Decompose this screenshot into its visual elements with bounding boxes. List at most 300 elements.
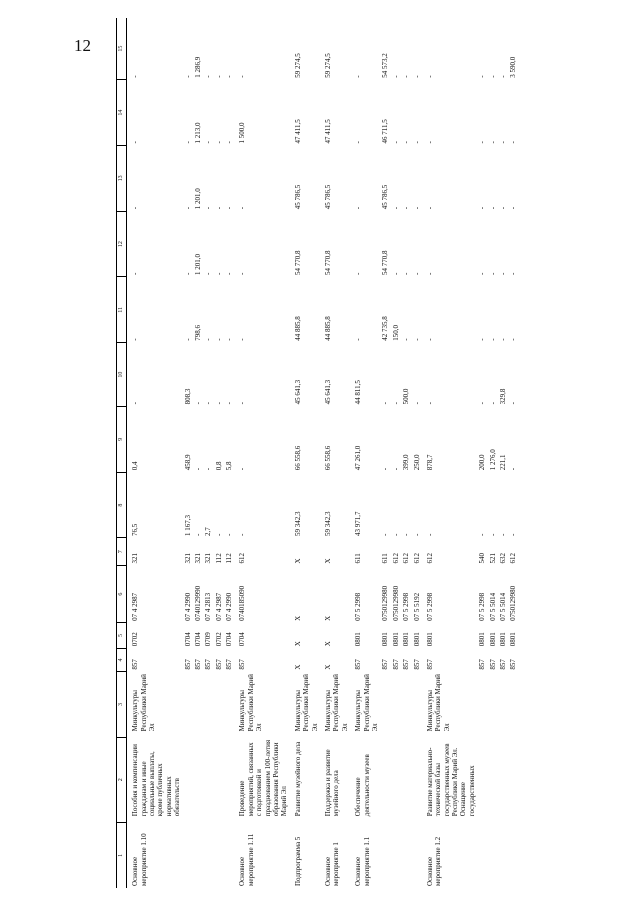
- value-cell: X: [324, 664, 332, 670]
- budget-table: [116, 18, 519, 888]
- value-cell: 1 276,0: [488, 449, 497, 471]
- value-cell: -: [214, 141, 223, 144]
- value-cell: 07 5 5014: [488, 592, 497, 621]
- value-cell: 07 5 2998: [425, 592, 434, 621]
- value-cell: -: [391, 75, 400, 78]
- table-row: [193, 18, 203, 888]
- value-cell: 1 500,0: [238, 122, 247, 144]
- text-cell: [203, 672, 213, 738]
- value-cell: -: [509, 206, 518, 210]
- value-cell: 54 770,8: [324, 250, 332, 275]
- text-cell: [412, 737, 422, 822]
- value-cell: -: [354, 272, 363, 275]
- value-cell: -: [478, 402, 487, 405]
- value-cell: -: [214, 206, 223, 210]
- text-cell: [412, 822, 422, 888]
- value-cell: 857: [391, 659, 400, 670]
- value-cell: 07 5 2998: [402, 592, 411, 621]
- value-cell: -: [478, 206, 487, 210]
- value-cell: 44 885,8: [293, 316, 302, 341]
- value-cell: 45 641,3: [324, 379, 332, 405]
- value-cell: 1 201,0: [193, 254, 202, 275]
- value-cell: -: [391, 533, 400, 536]
- value-cell: X: [293, 641, 302, 647]
- table-row: [290, 18, 320, 888]
- table-row: [391, 18, 401, 888]
- value-cell: 42 735,8: [381, 316, 390, 341]
- text-cell: [498, 822, 508, 888]
- value-cell: -: [425, 206, 434, 210]
- value-cell: 857: [402, 659, 411, 670]
- value-cell: 07 5 2998: [478, 592, 487, 621]
- value-cell: -: [412, 141, 421, 144]
- value-cell: -: [225, 141, 234, 144]
- value-cell: 857: [381, 659, 390, 670]
- text-cell: [391, 822, 401, 888]
- value-cell: -: [131, 338, 140, 341]
- text-cell: [508, 822, 518, 888]
- value-cell: 0740129990: [193, 585, 202, 621]
- value-cell: 2,7: [204, 527, 213, 536]
- value-cell: -: [509, 402, 518, 405]
- value-cell: 76,5: [131, 523, 140, 536]
- value-cell: 1 167,3: [183, 514, 192, 536]
- text-cell: [203, 822, 213, 888]
- value-cell: 612: [412, 553, 421, 564]
- value-cell: -: [214, 402, 223, 405]
- value-cell: -: [425, 272, 434, 275]
- value-cell: 0801: [391, 632, 400, 647]
- value-cell: 07 5 5014: [499, 592, 508, 621]
- value-cell: X: [324, 641, 332, 647]
- text-cell: [203, 737, 213, 822]
- table-row: [401, 18, 411, 888]
- value-cell: 632: [499, 553, 508, 564]
- value-cell: 0801: [381, 632, 390, 647]
- value-cell: -: [354, 338, 363, 341]
- value-cell: -: [488, 206, 497, 210]
- value-cell: 0702: [214, 632, 223, 647]
- value-cell: 0709: [204, 632, 213, 647]
- value-cell: 0801: [509, 632, 518, 647]
- value-cell: -: [488, 338, 497, 341]
- table-row: [477, 18, 487, 888]
- text-cell: [380, 737, 390, 822]
- value-cell: -: [412, 272, 421, 275]
- table-row: [214, 18, 224, 888]
- value-cell: 150,0: [391, 325, 400, 341]
- value-cell: -: [499, 533, 508, 536]
- value-cell: 612: [425, 553, 434, 564]
- value-cell: 07 5 5192: [412, 592, 421, 621]
- value-cell: 857: [225, 659, 234, 670]
- value-cell: 07 5 2998: [354, 592, 363, 621]
- text-cell: [193, 672, 203, 738]
- value-cell: 46 711,5: [381, 119, 390, 144]
- value-cell: -: [131, 402, 140, 405]
- value-cell: 59 274,5: [324, 53, 332, 78]
- value-cell: 321: [131, 553, 140, 564]
- value-cell: -: [488, 272, 497, 275]
- page-number: 12: [74, 36, 91, 55]
- value-cell: -: [488, 533, 497, 536]
- value-cell: X: [293, 615, 302, 621]
- value-cell: -: [402, 75, 411, 78]
- column-number-cell: 10: [117, 343, 127, 407]
- value-cell: 857: [488, 659, 497, 670]
- value-cell: -: [509, 272, 518, 275]
- value-cell: X: [324, 615, 332, 621]
- text-cell: [401, 822, 411, 888]
- value-cell: -: [193, 402, 202, 405]
- value-cell: 0801: [478, 632, 487, 647]
- value-cell: X: [293, 664, 302, 670]
- value-cell: -: [214, 272, 223, 275]
- value-cell: 0801: [499, 632, 508, 647]
- value-cell: 0750129980: [381, 585, 390, 621]
- text-cell: Поддержка и развитие музейного дела: [324, 749, 341, 817]
- text-cell: [508, 672, 518, 738]
- column-number-cell: 11: [117, 277, 127, 343]
- text-cell: [401, 737, 411, 822]
- value-cell: 45 786,5: [293, 184, 302, 210]
- text-cell: [224, 822, 234, 888]
- value-cell: 45 786,5: [324, 184, 332, 210]
- value-cell: 47 411,5: [324, 119, 332, 144]
- text-cell: Основное мероприятие 1.10: [131, 833, 148, 886]
- value-cell: -: [425, 338, 434, 341]
- value-cell: -: [225, 75, 234, 78]
- value-cell: 611: [381, 553, 390, 564]
- value-cell: 611: [354, 553, 363, 564]
- value-cell: -: [509, 533, 518, 536]
- column-number-cell: 1: [117, 822, 127, 888]
- text-cell: [380, 672, 390, 738]
- value-cell: -: [238, 272, 247, 275]
- text-cell: Минкультуры Республики Марий Эл: [238, 674, 264, 732]
- table-row: [508, 18, 518, 888]
- text-cell: [214, 737, 224, 822]
- text-cell: Подпрограмма 5: [293, 836, 302, 886]
- value-cell: 857: [183, 659, 192, 670]
- value-cell: 612: [238, 553, 247, 564]
- column-number-cell: 6: [117, 566, 127, 623]
- value-cell: -: [509, 141, 518, 144]
- value-cell: 0801: [354, 632, 363, 647]
- text-cell: [224, 737, 234, 822]
- value-cell: 45 641,3: [293, 379, 302, 405]
- text-cell: Минкультуры Республики Марий Эл: [354, 674, 379, 732]
- value-cell: 07 4 2990: [225, 592, 234, 621]
- value-cell: 59 274,5: [293, 53, 302, 78]
- value-cell: 43 971,7: [354, 511, 363, 536]
- text-cell: [401, 672, 411, 738]
- value-cell: -: [131, 75, 140, 78]
- value-cell: -: [412, 338, 421, 341]
- value-cell: -: [499, 206, 508, 210]
- value-cell: -: [225, 272, 234, 275]
- value-cell: 0801: [412, 632, 421, 647]
- value-cell: -: [238, 75, 247, 78]
- value-cell: -: [204, 206, 213, 210]
- value-cell: 112: [214, 553, 223, 564]
- text-cell: [488, 822, 498, 888]
- value-cell: 221,1: [499, 454, 508, 471]
- text-cell: [391, 737, 401, 822]
- value-cell: -: [354, 206, 363, 210]
- value-cell: 857: [214, 659, 223, 670]
- text-cell: Основное мероприятие 1.1: [354, 836, 371, 886]
- value-cell: -: [402, 338, 411, 341]
- column-number-cell: 8: [117, 472, 127, 538]
- text-cell: [193, 737, 203, 822]
- value-cell: 321: [204, 553, 213, 564]
- text-cell: Минкультуры Республики Марий Эл: [425, 674, 451, 732]
- text-cell: [477, 822, 487, 888]
- value-cell: 54 573,2: [381, 53, 390, 78]
- table-row: [234, 18, 289, 888]
- column-number-cell: 2: [117, 737, 127, 822]
- value-cell: -: [391, 141, 400, 144]
- value-cell: -: [425, 402, 434, 405]
- text-cell: Пособия и компенсации гражданам и иные социальные выплаты, кроме публичных нормативных обязательств: [131, 744, 182, 817]
- value-cell: -: [402, 533, 411, 536]
- table-row: [203, 18, 213, 888]
- value-cell: -: [131, 272, 140, 275]
- value-cell: -: [499, 272, 508, 275]
- value-cell: 321: [183, 553, 192, 564]
- value-cell: 321: [193, 553, 202, 564]
- value-cell: 857: [238, 659, 247, 670]
- value-cell: 1 213,0: [193, 122, 202, 144]
- column-number-cell: 15: [117, 18, 127, 80]
- value-cell: 0,4: [131, 461, 140, 471]
- value-cell: -: [412, 402, 421, 405]
- value-cell: -: [381, 533, 390, 536]
- value-cell: -: [131, 206, 140, 210]
- value-cell: -: [214, 75, 223, 78]
- value-cell: -: [238, 206, 247, 210]
- column-number-cell: 12: [117, 211, 127, 277]
- value-cell: -: [478, 141, 487, 144]
- value-cell: -: [204, 467, 213, 471]
- value-cell: -: [478, 272, 487, 275]
- value-cell: 200,0: [478, 454, 487, 471]
- value-cell: -: [381, 402, 390, 405]
- text-cell: [498, 672, 508, 738]
- table-row: [127, 18, 183, 888]
- value-cell: -: [425, 141, 434, 144]
- value-cell: -: [204, 402, 213, 405]
- value-cell: 45 786,5: [381, 184, 390, 210]
- value-cell: 07 4 2987: [131, 592, 140, 621]
- value-cell: -: [488, 141, 497, 144]
- value-cell: -: [225, 206, 234, 210]
- value-cell: -: [238, 467, 247, 471]
- column-number-header: [117, 18, 127, 888]
- value-cell: -: [391, 272, 400, 275]
- value-cell: -: [412, 206, 421, 210]
- value-cell: -: [183, 206, 192, 210]
- text-cell: [498, 737, 508, 822]
- text-cell: [508, 737, 518, 822]
- value-cell: -: [391, 206, 400, 210]
- text-cell: Проведение мероприятий, связанных с подготовкой и празднованием 100-летия образования Республики Марий Эл: [238, 739, 289, 817]
- value-cell: -: [478, 75, 487, 78]
- value-cell: 857: [354, 659, 363, 670]
- value-cell: 0740185090: [238, 585, 247, 621]
- value-cell: 59 342,3: [293, 511, 302, 536]
- table-row: [320, 18, 350, 888]
- text-cell: Минкультуры Республики Марий Эл: [293, 674, 319, 732]
- value-cell: 878,7: [425, 454, 434, 471]
- column-number-cell: 5: [117, 623, 127, 648]
- value-cell: 07 4 2813: [204, 592, 213, 621]
- value-cell: -: [509, 467, 518, 471]
- value-cell: X: [293, 558, 302, 564]
- value-cell: -: [509, 338, 518, 341]
- value-cell: -: [204, 338, 213, 341]
- value-cell: -: [354, 141, 363, 144]
- text-cell: Развитие музейного дела: [293, 741, 302, 817]
- value-cell: -: [488, 402, 497, 405]
- value-cell: -: [225, 402, 234, 405]
- text-cell: Обеспечение деятельности музеев: [354, 754, 371, 817]
- value-cell: 612: [391, 553, 400, 564]
- value-cell: 54 770,8: [293, 250, 302, 275]
- value-cell: -: [412, 75, 421, 78]
- text-cell: [224, 672, 234, 738]
- table-row: [422, 18, 477, 888]
- value-cell: 329,8: [499, 388, 508, 405]
- text-cell: [380, 822, 390, 888]
- column-number-cell: 4: [117, 648, 127, 671]
- text-cell: Основное мероприятие 1.11: [238, 833, 255, 886]
- value-cell: 0801: [402, 632, 411, 647]
- text-cell: [412, 672, 422, 738]
- value-cell: 47 261,0: [354, 445, 363, 471]
- column-number-cell: 7: [117, 538, 127, 566]
- value-cell: 5,8: [225, 461, 234, 471]
- value-cell: -: [499, 141, 508, 144]
- value-cell: -: [193, 533, 202, 536]
- value-cell: 399,0: [402, 454, 411, 471]
- value-cell: -: [354, 75, 363, 78]
- value-cell: 44 885,8: [324, 316, 332, 341]
- text-cell: Основное мероприятие 1.2: [425, 836, 443, 886]
- value-cell: 66 558,6: [324, 445, 332, 471]
- value-cell: 857: [412, 659, 421, 670]
- value-cell: 500,0: [402, 388, 411, 405]
- text-cell: [477, 737, 487, 822]
- value-cell: 54 770,8: [381, 250, 390, 275]
- table-row: [412, 18, 422, 888]
- value-cell: 0750129980: [391, 585, 400, 621]
- value-cell: 857: [499, 659, 508, 670]
- text-cell: [183, 737, 193, 822]
- value-cell: 521: [488, 553, 497, 564]
- text-cell: Минкультуры Республики Марий Эл: [324, 674, 349, 732]
- value-cell: 0704: [238, 632, 247, 647]
- value-cell: 0801: [425, 632, 434, 647]
- table-row: [498, 18, 508, 888]
- text-cell: [488, 737, 498, 822]
- value-cell: 857: [204, 659, 213, 670]
- value-cell: -: [183, 272, 192, 275]
- value-cell: -: [391, 402, 400, 405]
- column-number-cell: 3: [117, 672, 127, 738]
- value-cell: 0750129980: [509, 585, 518, 621]
- value-cell: 66 558,6: [293, 445, 302, 471]
- value-cell: 612: [509, 553, 518, 564]
- value-cell: 1 201,0: [193, 188, 202, 210]
- value-cell: -: [499, 75, 508, 78]
- column-number-cell: 13: [117, 145, 127, 211]
- value-cell: -: [204, 141, 213, 144]
- table-row: [350, 18, 380, 888]
- value-cell: 07 4 2987: [214, 592, 223, 621]
- value-cell: -: [238, 402, 247, 405]
- value-cell: 857: [193, 659, 202, 670]
- text-cell: [183, 822, 193, 888]
- text-cell: Основное мероприятие 1: [324, 842, 341, 886]
- value-cell: -: [238, 533, 247, 536]
- value-cell: -: [402, 272, 411, 275]
- value-cell: -: [402, 141, 411, 144]
- value-cell: -: [183, 75, 192, 78]
- value-cell: -: [499, 338, 508, 341]
- value-cell: -: [488, 75, 497, 78]
- value-cell: 07 4 2990: [183, 592, 192, 621]
- table-row: [488, 18, 498, 888]
- value-cell: 0704: [193, 632, 202, 647]
- text-cell: [214, 822, 224, 888]
- value-cell: -: [131, 141, 140, 144]
- value-cell: -: [402, 206, 411, 210]
- value-cell: -: [214, 533, 223, 536]
- column-number-cell: 9: [117, 406, 127, 472]
- value-cell: 0702: [131, 632, 140, 647]
- budget-table-container: [116, 18, 606, 888]
- value-cell: 808,3: [183, 388, 192, 405]
- value-cell: 612: [402, 553, 411, 564]
- value-cell: -: [193, 467, 202, 471]
- value-cell: -: [381, 467, 390, 471]
- value-cell: 59 342,3: [324, 511, 332, 536]
- value-cell: -: [478, 338, 487, 341]
- column-number-cell: 14: [117, 80, 127, 146]
- value-cell: -: [225, 338, 234, 341]
- table-row: [183, 18, 193, 888]
- text-cell: Развитие материально-технической базы государственных музеев Республики Марий Эл. Оснащение государственных: [425, 743, 476, 817]
- value-cell: -: [204, 272, 213, 275]
- value-cell: 458,9: [183, 454, 192, 471]
- value-cell: 1 286,9: [193, 56, 202, 78]
- value-cell: -: [183, 141, 192, 144]
- value-cell: 857: [131, 659, 140, 670]
- text-cell: Минкультуры Республики Марий Эл: [131, 674, 156, 732]
- value-cell: 0,8: [214, 461, 223, 471]
- value-cell: X: [324, 558, 332, 564]
- value-cell: -: [204, 75, 213, 78]
- text-cell: [488, 672, 498, 738]
- text-cell: [183, 672, 193, 738]
- table-row: [380, 18, 390, 888]
- value-cell: 3 590,0: [509, 56, 518, 78]
- value-cell: -: [425, 533, 434, 536]
- value-cell: 0704: [225, 632, 234, 647]
- value-cell: 798,6: [193, 325, 202, 341]
